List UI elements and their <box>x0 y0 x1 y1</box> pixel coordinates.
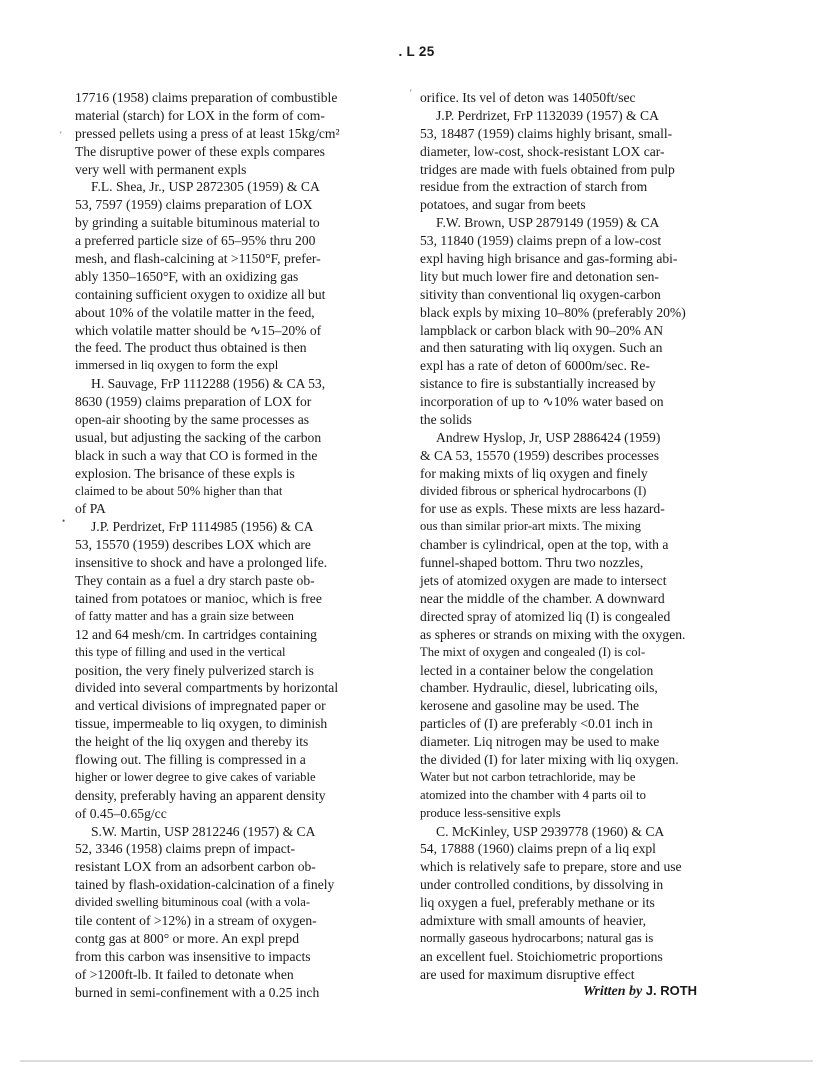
text-line: by grinding a suitable bituminous material to <box>75 215 320 231</box>
text-line: produce less-sensitive expls <box>420 805 561 820</box>
text-line: divided swelling bituminous coal (with a vola- <box>75 895 311 910</box>
text-line: tile content of >12%) in a stream of oxygen- <box>75 912 317 928</box>
text-line: divided into several compartments by horizontal <box>75 680 339 696</box>
text-line: S.W. Martin, USP 2812246 (1957) & CA <box>91 823 316 839</box>
text-line: tridges are made with fuels obtained from pulp <box>420 161 675 177</box>
text-line: under controlled conditions, by dissolving in <box>420 877 664 893</box>
text-line: 8630 (1959) claims preparation of LOX for <box>75 394 312 410</box>
text-line: J.P. Perdrizet, FrP 1132039 (1957) & CA <box>436 107 659 123</box>
text-line: higher or lower degree to give cakes of variable <box>75 769 316 784</box>
text-line: the divided (I) for later mixing with liq oxygen. <box>420 751 679 767</box>
text-line: potatoes, and sugar from beets <box>420 197 586 213</box>
text-line: flowing out. The filling is compressed in a <box>75 751 306 767</box>
text-line: of 0.45–0.65g/cc <box>75 805 167 821</box>
signature-prefix: Written by <box>583 984 643 999</box>
text-line: chamber is cylindrical, open at the top, with a <box>420 537 669 553</box>
text-line: mesh, and flash-calcining at >1150°F, prefer- <box>75 251 321 267</box>
text-line: this type of filling and used in the vertical <box>75 644 286 659</box>
text-line: which is relatively safe to prepare, store and use <box>420 859 682 875</box>
text-line: open-air shooting by the same processes as <box>75 412 310 428</box>
text-line: the feed. The product thus obtained is then <box>75 340 307 356</box>
text-line: and vertical divisions of impregnated paper or <box>75 698 326 714</box>
text-line: kerosene and gasoline may be used. The <box>420 698 640 714</box>
text-line: burned in semi-confinement with a 0.25 inch <box>75 984 320 1000</box>
text-line: lity but much lower fire and detonation sen- <box>420 268 659 284</box>
text-line: about 10% of the volatile matter in the feed, <box>75 304 315 320</box>
text-line: contg gas at 800° or more. An expl prepd <box>75 930 300 946</box>
text-line: black expls by mixing 10–80% (preferably 20%) <box>420 304 686 320</box>
text-line: The mixt of oxygen and congealed (I) is col- <box>420 644 646 659</box>
text-line: for use as expls. These mixts are less hazard- <box>420 501 665 517</box>
text-line: incorporation of up to ∿10% water based on <box>420 394 664 410</box>
text-line: immersed in liq oxygen to form the expl <box>75 358 279 373</box>
text-line: the solids <box>420 412 472 428</box>
text-line: 53, 18487 (1959) claims highly brisant, small- <box>420 125 673 141</box>
text-line: particles of (I) are preferably <0.01 inch in <box>420 716 653 732</box>
text-line: 53, 15570 (1959) describes LOX which are <box>75 537 311 553</box>
text-line: & CA 53, 15570 (1959) describes processes <box>420 447 659 463</box>
text-line: tained from potatoes or manioc, which is free <box>75 590 322 606</box>
text-line: insensitive to shock and have a prolonged life. <box>75 555 328 571</box>
text-line: tained by flash-oxidation-calcination of a finely <box>75 877 335 893</box>
text-line: sitivity than conventional liq oxygen-carbon <box>420 286 661 302</box>
text-line: atomized into the chamber with 4 parts oil to <box>420 787 646 802</box>
text-line: liq oxygen a fuel, preferably methane or its <box>420 895 655 911</box>
text-line: of PA <box>75 501 106 517</box>
margin-bullet: • <box>62 516 66 526</box>
text-line: ably 1350–1650°F, with an oxidizing gas <box>75 268 299 284</box>
right-text-column <box>420 89 730 984</box>
margin-tick: ' <box>60 130 62 140</box>
text-line: chamber. Hydraulic, diesel, lubricating oils, <box>420 680 658 696</box>
text-line: Andrew Hyslop, Jr, USP 2886424 (1959) <box>436 429 661 445</box>
text-line: diameter. Liq nitrogen may be used to make <box>420 734 660 750</box>
text-line: lected in a container below the congelation <box>420 662 654 678</box>
text-line: explosion. The brisance of these expls is <box>75 465 295 481</box>
text-line: are used for maximum disruptive effect <box>420 966 635 982</box>
text-line: position, the very finely pulverized starch is <box>75 662 314 678</box>
text-line: material (starch) for LOX in the form of com- <box>75 107 325 123</box>
author-signature <box>583 983 697 1000</box>
text-line: as spheres or strands on mixing with the oxygen. <box>420 626 686 642</box>
text-line: They contain as a fuel a dry starch paste ob- <box>75 573 315 589</box>
text-line: of fatty matter and has a grain size between <box>75 608 294 623</box>
text-line: H. Sauvage, FrP 1112288 (1956) & CA 53, <box>91 376 326 392</box>
text-line: and then saturating with liq oxygen. Such an <box>420 340 663 356</box>
text-line: claimed to be about 50% higher than that <box>75 483 283 498</box>
text-line: lampblack or carbon black with 90–20% AN <box>420 322 664 338</box>
text-line: of >1200ft-lb. It failed to detonate when <box>75 966 294 982</box>
text-line: 17716 (1958) claims preparation of combustible <box>75 90 338 105</box>
text-line: diameter, low-cost, shock-resistant LOX car- <box>420 143 665 159</box>
text-line: Water but not carbon tetrachloride, may be <box>420 769 636 784</box>
text-line: from this carbon was insensitive to impacts <box>75 948 311 964</box>
text-line: containing sufficient oxygen to oxidize all but <box>75 286 326 302</box>
text-line: jets of atomized oxygen are made to intersect <box>420 573 667 589</box>
text-line: very well with permanent expls <box>75 161 247 177</box>
text-line: residue from the extraction of starch from <box>420 179 648 195</box>
text-line: funnel-shaped bottom. Thru two nozzles, <box>420 555 644 571</box>
text-line: 53, 11840 (1959) claims prepn of a low-cost <box>420 233 662 249</box>
text-line: an excellent fuel. Stoichiometric proportions <box>420 948 663 964</box>
text-line: black in such a way that CO is formed in the <box>75 447 318 463</box>
text-line: expl having high brisance and gas-forming abi- <box>420 251 678 267</box>
text-line: pressed pellets using a press of at least 15kg/cm² <box>75 125 340 141</box>
text-line: a preferred particle size of 65–95% thru 200 <box>75 233 316 249</box>
text-line: C. McKinley, USP 2939778 (1960) & CA <box>436 823 665 839</box>
text-line: for making mixts of liq oxygen and finely <box>420 465 648 481</box>
text-line: density, preferably having an apparent density <box>75 787 326 803</box>
text-line: J.P. Perdrizet, FrP 1114985 (1956) & CA <box>91 519 314 535</box>
text-line: which volatile matter should be ∿15–20% of <box>75 322 322 338</box>
text-line: ous than similar prior-art mixts. The mixing <box>420 519 641 534</box>
left-text-column <box>75 89 380 1001</box>
margin-tick: ' <box>410 88 412 98</box>
text-line: F.L. Shea, Jr., USP 2872305 (1959) & CA <box>91 179 320 195</box>
signature-author: J. ROTH <box>645 983 698 998</box>
text-line: expl has a rate of deton of 6000m/sec. Re- <box>420 358 650 374</box>
text-line: admixture with small amounts of heavier, <box>420 912 646 928</box>
text-line: normally gaseous hydrocarbons; natural gas is <box>420 930 654 945</box>
text-line: F.W. Brown, USP 2879149 (1959) & CA <box>436 215 660 231</box>
text-line: divided fibrous or spherical hydrocarbons (I) <box>420 483 647 498</box>
text-line: near the middle of the chamber. A downward <box>420 590 665 606</box>
page-number-header: . L 25 <box>398 44 435 59</box>
text-line: 52, 3346 (1958) claims prepn of impact- <box>75 841 296 857</box>
bottom-divider <box>20 1060 813 1062</box>
text-line: 54, 17888 (1960) claims prepn of a liq expl <box>420 841 656 857</box>
text-line: directed spray of atomized liq (I) is congealed <box>420 608 671 624</box>
text-line: 12 and 64 mesh/cm. In cartridges containing <box>75 626 317 642</box>
text-line: orifice. Its vel of deton was 14050ft/sec <box>420 90 636 105</box>
text-line: The disruptive power of these expls compares <box>75 143 325 159</box>
text-line: usual, but adjusting the sacking of the carbon <box>75 429 322 445</box>
text-line: tissue, impermeable to liq oxygen, to diminish <box>75 716 328 732</box>
text-line: resistant LOX from an adsorbent carbon ob- <box>75 859 316 875</box>
text-line: 53, 7597 (1959) claims preparation of LOX <box>75 197 313 213</box>
text-line: the height of the liq oxygen and thereby its <box>75 734 309 750</box>
text-line: sistance to fire is substantially increased by <box>420 376 656 392</box>
